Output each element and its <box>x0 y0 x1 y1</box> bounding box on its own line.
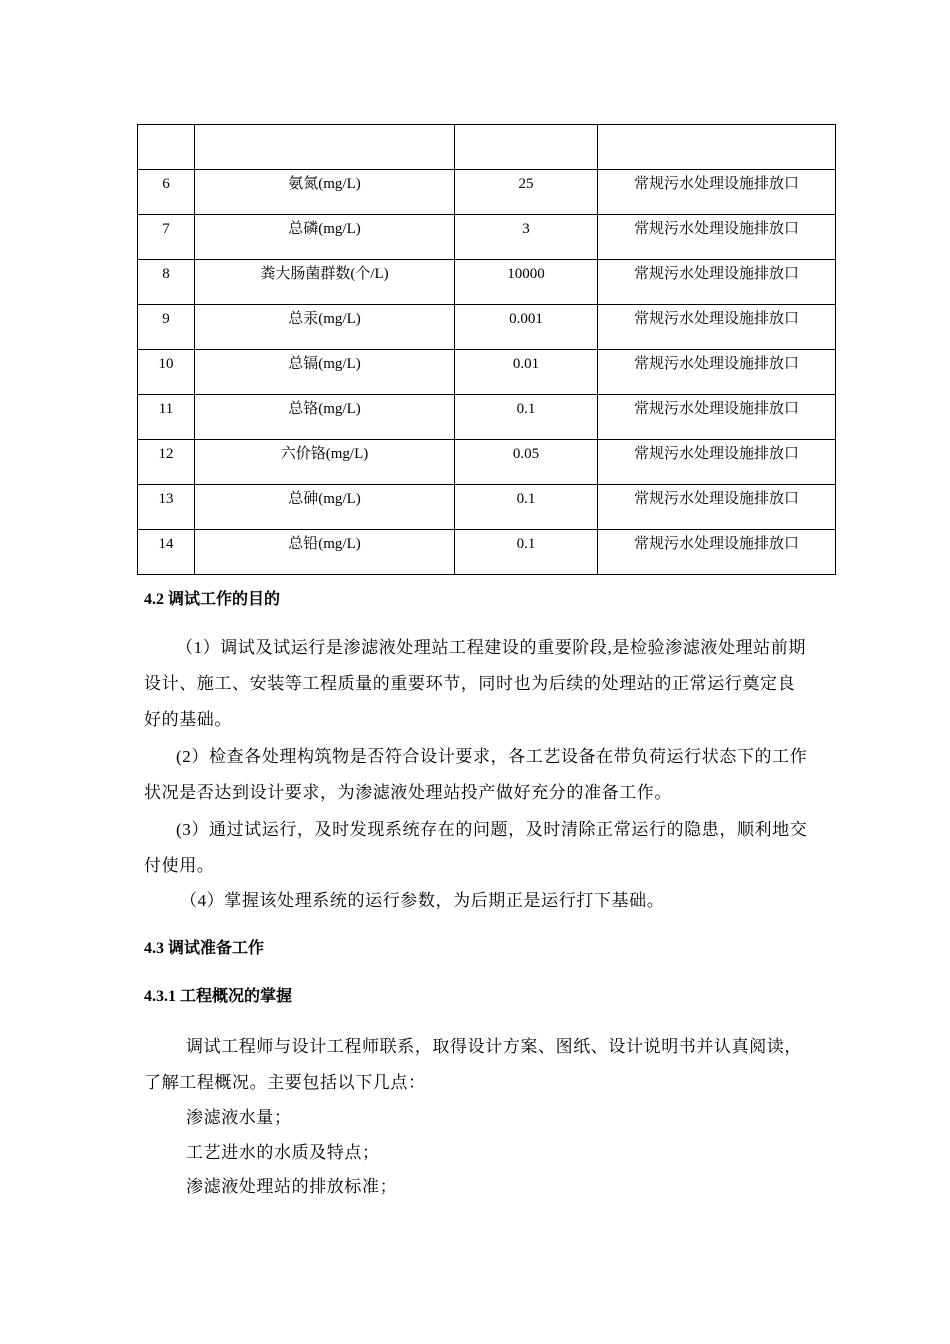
table-row <box>138 395 836 440</box>
row-number-cell: 9 <box>138 305 195 350</box>
discharge-standard-table <box>137 124 836 575</box>
row-number-cell: 7 <box>138 215 195 260</box>
row-number-cell <box>138 125 195 170</box>
location-cell: 常规污水处理设施排放口 <box>598 170 836 215</box>
paragraph-purpose-3: (3）通过试运行，及时发现系统存在的问题，及时清除正常运行的隐患，顺利地交付使用。 <box>144 820 808 875</box>
location-cell: 常规污水处理设施排放口 <box>598 485 836 530</box>
limit-cell: 0.1 <box>455 395 598 440</box>
table-row <box>138 125 836 170</box>
table-row <box>138 350 836 395</box>
section-heading-4-3-1: 4.3.1 工程概况的掌握 <box>144 988 293 1005</box>
limit-cell: 25 <box>455 170 598 215</box>
table-row <box>138 485 836 530</box>
row-number-cell: 11 <box>138 395 195 440</box>
list-item: 渗滤液水量； <box>186 1108 292 1127</box>
table-row <box>138 440 836 485</box>
location-cell: 常规污水处理设施排放口 <box>598 440 836 485</box>
limit-cell: 3 <box>455 215 598 260</box>
row-number-cell: 8 <box>138 260 195 305</box>
item-cell: 总铅(mg/L) <box>195 530 455 575</box>
table-row <box>138 260 836 305</box>
item-cell: 总砷(mg/L) <box>195 485 455 530</box>
limit-cell: 0.01 <box>455 350 598 395</box>
limit-cell: 0.1 <box>455 530 598 575</box>
section-heading-4-3: 4.3 调试准备工作 <box>144 940 265 957</box>
location-cell: 常规污水处理设施排放口 <box>598 395 836 440</box>
row-number-cell: 10 <box>138 350 195 395</box>
table-row <box>138 305 836 350</box>
table-row <box>138 215 836 260</box>
limit-cell: 0.1 <box>455 485 598 530</box>
row-number-cell: 13 <box>138 485 195 530</box>
location-cell: 常规污水处理设施排放口 <box>598 305 836 350</box>
item-cell: 总镉(mg/L) <box>195 350 455 395</box>
table-row <box>138 530 836 575</box>
list-item: 工艺进水的水质及特点； <box>186 1143 380 1162</box>
limit-cell: 0.001 <box>455 305 598 350</box>
location-cell: 常规污水处理设施排放口 <box>598 530 836 575</box>
item-cell: 粪大肠菌群数(个/L) <box>195 260 455 305</box>
paragraph-overview-intro: 调试工程师与设计工程师联系，取得设计方案、图纸、设计说明书并认真阅读，了解工程概况。主要包括以下几点： <box>144 1037 802 1092</box>
limit-cell <box>455 125 598 170</box>
paragraph-purpose-4: （4）掌握该处理系统的运行参数，为后期正是运行打下基础。 <box>180 891 665 910</box>
row-number-cell: 12 <box>138 440 195 485</box>
location-cell: 常规污水处理设施排放口 <box>598 260 836 305</box>
item-cell: 总汞(mg/L) <box>195 305 455 350</box>
location-cell: 常规污水处理设施排放口 <box>598 350 836 395</box>
location-cell <box>598 125 836 170</box>
row-number-cell: 14 <box>138 530 195 575</box>
paragraph-purpose-2: (2）检查各处理构筑物是否符合设计要求，各工艺设备在带负荷运行状态下的工作状况是否达到设计要求，为渗滤液处理站投产做好充分的准备工作。 <box>144 747 808 802</box>
item-cell: 六价铬(mg/L) <box>195 440 455 485</box>
list-item: 渗滤液处理站的排放标准； <box>186 1177 398 1196</box>
limit-cell: 0.05 <box>455 440 598 485</box>
item-cell: 氨氮(mg/L) <box>195 170 455 215</box>
limit-cell: 10000 <box>455 260 598 305</box>
row-number-cell: 6 <box>138 170 195 215</box>
item-cell <box>195 125 455 170</box>
item-cell: 总铬(mg/L) <box>195 395 455 440</box>
paragraph-purpose-1: （1）调试及试运行是渗滤液处理站工程建设的重要阶段,是检验渗滤液处理站前期设计、施工、安装等工程质量的重要环节，同时也为后续的处理站的正常运行奠定良好的基础。 <box>144 638 806 729</box>
section-heading-4-2: 4.2 调试工作的目的 <box>144 591 281 608</box>
item-cell: 总磷(mg/L) <box>195 215 455 260</box>
table-row <box>138 170 836 215</box>
location-cell: 常规污水处理设施排放口 <box>598 215 836 260</box>
